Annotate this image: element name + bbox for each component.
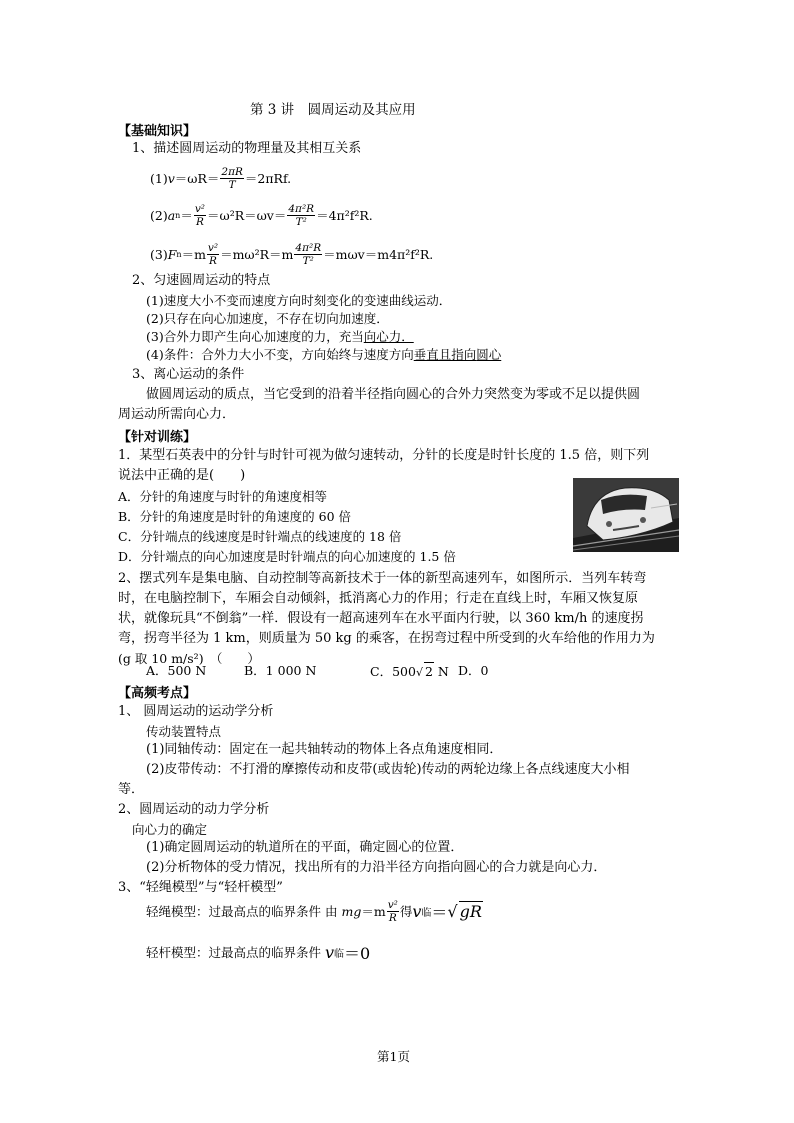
question-2-option-b: B．1 000 N bbox=[244, 663, 317, 678]
basic-heading-1: 1、描述圆周运动的物理量及其相互关系 bbox=[132, 141, 362, 156]
rope-model-condition: 轻绳模型：过最高点的临界条件 由 mg ＝m $\frac{\text{v²}}{R}$ 得 v 临 ＝ √ gR bbox=[146, 898, 482, 924]
high-subheading-1: 传动装置特点 bbox=[146, 724, 222, 739]
page-number: 第1页 bbox=[377, 1049, 410, 1064]
basic-point-3: (3)合外力即产生向心加速度的力，充当向心力． bbox=[146, 329, 414, 344]
question-1-line-2: 说法中正确的是( ) bbox=[118, 468, 246, 483]
high-point-3: (1)确定圆周运动的轨道所在的平面，确定圆心的位置． bbox=[146, 840, 464, 855]
question-2-line-3: 状，就像玩具“不倒翁”一样．假设有一超高速列车在水平面内行驶，以 360 km/h 的速度拐 bbox=[118, 611, 644, 626]
section-high-frequency: 【高频考点】 bbox=[118, 686, 197, 701]
high-point-2-line-2: 等． bbox=[118, 782, 145, 797]
page-title: 第 3 讲 圆周运动及其应用 bbox=[250, 102, 416, 118]
basic-heading-3: 3、离心运动的条件 bbox=[132, 367, 245, 382]
question-1-option-c: C．分针端点的线速度是时针端点的线速度的 18 倍 bbox=[118, 529, 402, 544]
formula-2: (2) a n ＝ $\frac{\text{v²}}{R}$ ＝ω²R＝ωv＝ $\frac{\text{4π²R}}{\text{T²}}$ ＝4π²f²R. bbox=[150, 202, 373, 228]
high-heading-1: 1、 圆周运动的运动学分析 bbox=[118, 704, 274, 719]
basic-point-1: (1)速度大小不变而速度方向时刻变化的变速曲线运动． bbox=[146, 293, 452, 308]
basic-point-2: (2)只存在向心加速度，不存在切向加速度． bbox=[146, 311, 389, 326]
question-2-line-4: 弯，拐弯半径为 1 km，则质量为 50 kg 的乘客，在拐弯过程中所受到的火车给他的作用力为 bbox=[118, 631, 655, 646]
section-training: 【针对训练】 bbox=[118, 430, 197, 445]
question-2-option-d: D．0 bbox=[458, 663, 489, 678]
rod-model-condition: 轻杆模型：过最高点的临界条件 v 临 ＝0 bbox=[146, 942, 371, 963]
question-1-option-b: B．分针的角速度是时针的角速度的 60 倍 bbox=[118, 509, 352, 524]
high-point-1: (1)同轴传动：固定在一起共轴转动的物体上各点角速度相同． bbox=[146, 742, 503, 757]
question-2-line-1: 2、摆式列车是集电脑、自动控制等高新技术于一体的新型高速列车，如图所示．当列车转弯 bbox=[118, 571, 647, 586]
high-point-4: (2)分析物体的受力情况，找出所有的力沿半径方向指向圆心的合力就是向心力． bbox=[146, 860, 607, 875]
formula-3: (3) F n ＝m $\frac{\text{v²}}{R}$ ＝mω²R＝m $\frac{\text{4π²R}}{\text{T²}}$ ＝mωv＝m4π²f²R. bbox=[150, 241, 434, 267]
question-1-line-1: 1．某型石英表中的分针与时针可视为做匀速转动，分针的长度是时针长度的 1.5 倍，则下列 bbox=[118, 448, 650, 463]
high-subheading-2: 向心力的确定 bbox=[132, 822, 208, 837]
question-2-option-c: C．500√ 2 N bbox=[370, 664, 449, 679]
basic-para-line-2: 周运动所需向心力． bbox=[118, 407, 236, 422]
train-illustration bbox=[573, 478, 679, 552]
tilting-train-photo bbox=[573, 478, 679, 552]
question-2-option-a: A．500 N bbox=[146, 663, 207, 678]
formula-1: (1) v ＝ωR＝ $\frac{2\pi R}{T}$ ＝2πRf. bbox=[150, 165, 292, 191]
question-1-option-a: A．分针的角速度与时针的角速度相等 bbox=[118, 489, 328, 504]
high-point-2-line-1: (2)皮带传动：不打滑的摩擦传动和皮带(或齿轮)传动的两轮边缘上各点线速度大小相 bbox=[146, 762, 630, 777]
question-2-line-2: 时，在电脑控制下，车厢会自动倾斜，抵消离心力的作用；行走在直线上时，车厢又恢复原 bbox=[118, 591, 639, 606]
high-heading-3: 3、“轻绳模型”与“轻杆模型” bbox=[118, 880, 283, 895]
question-2-line-5: (g 取 10 m/s²) （ ） bbox=[118, 651, 260, 666]
basic-para-line-1: 做圆周运动的质点，当它受到的沿着半径指向圆心的合外力突然变为零或不足以提供圆 bbox=[146, 387, 641, 402]
basic-heading-2: 2、匀速圆周运动的特点 bbox=[132, 273, 271, 288]
basic-point-4: (4)条件：合外力大小不变，方向始终与速度方向垂直且指向圆心 bbox=[146, 347, 502, 362]
question-1-option-d: D．分针端点的向心加速度是时针端点的向心加速度的 1.5 倍 bbox=[118, 549, 456, 564]
section-basic: 【基础知识】 bbox=[118, 124, 197, 139]
high-heading-2: 2、圆周运动的动力学分析 bbox=[118, 802, 270, 817]
